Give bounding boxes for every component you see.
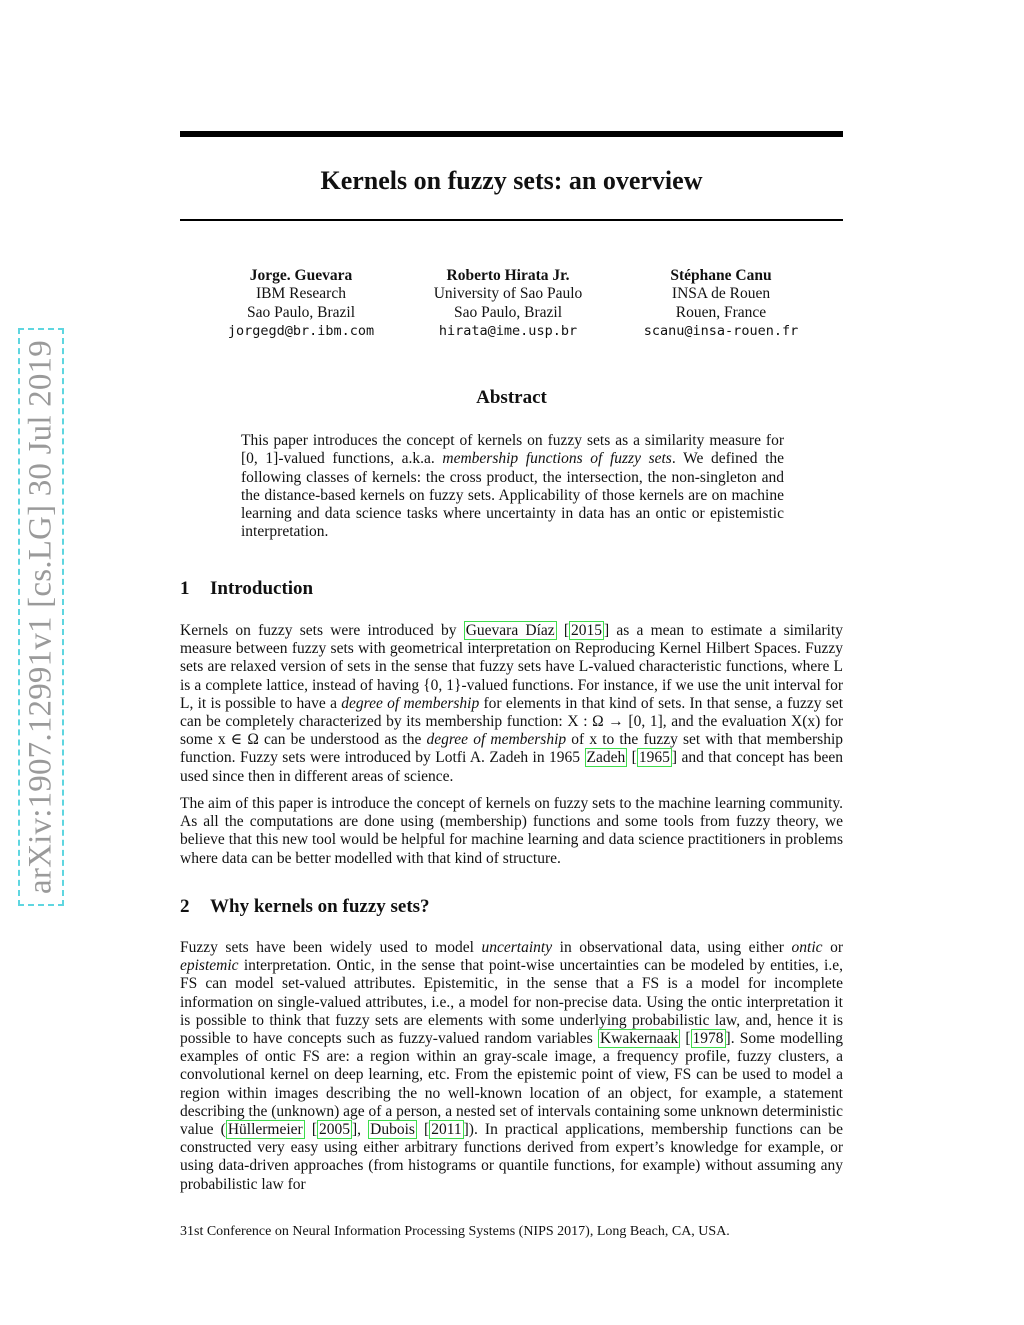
author-block [601,267,841,341]
paper-title: Kernels on fuzzy sets: an overview [320,166,703,195]
author-location: Sao Paulo, Brazil [246,303,356,321]
author-email[interactable]: hirata@ime.usp.br [438,323,578,340]
intro-paragraph-1: Kernels on fuzzy sets were introduced by Guevara Díaz [ 2015 ] as a mean to estimate a similarity measure between fuzzy sets with geometrical interpretation on Reproducing Kernel Hilbert Spaces. Fuzzy sets are relaxed version of sets in the sense that fuzzy sets have L-valued characteristic functions, where L is a complete lattice, instead of having {0, 1}-valued functions. For instance, if we use the unit interval for L, it is possible to have a degree of membership for elements in that kind of sets. In that sense, a fuzzy set can be completely characterized by its membership function: X : Ω → [0, 1], and the evaluation X(x) for some x ∈ Ω can be understood as the degree of membership of x to the fuzzy set with that membership function. Fuzzy sets were introduced by Lotfi A. Zadeh in 1965 Zadeh [ 1965 ] and that concept has been used since then in different areas of science. [180,622,844,785]
conference-footnote: 31st Conference on Neural Information Processing Systems (NIPS 2017), Long Beach, CA, USA. [180,1224,730,1239]
arxiv-identifier-text: arXiv:1907.12991v1 [cs.LG] 30 Jul 2019 [22,340,59,894]
abstract-text: This paper introduces the concept of kernels on fuzzy sets as a similarity measure for [0, 1]-valued functions, a.k.a. membership functions of fuzzy sets. We defined the following classes of kernels: the cross product, the intersection, the non-singleton and the distance-based kernels on fuzzy sets. Applicability of those kernels are on machine learning and data science tasks where uncertainty in data has an ontic or epistemistic interpretation. [241,432,785,541]
author-name: Roberto Hirata Jr. [446,267,570,284]
section-heading-why: 2 Why kernels on fuzzy sets? [180,896,430,917]
author-block [181,267,421,341]
citation-link[interactable]: 1978 [692,1030,724,1048]
abstract-heading: Abstract [476,387,547,408]
citation-link[interactable]: Hüllermeier [227,1121,303,1139]
author-block [388,267,628,341]
section-heading-introduction: 1 Introduction [180,578,314,599]
author-affiliation: INSA de Rouen [671,285,771,303]
citation-link[interactable]: Guevara Díaz [465,622,555,639]
author-name: Jorge. Guevara [249,267,353,284]
author-email[interactable]: scanu@insa-rouen.fr [643,323,799,340]
citation-link[interactable]: 2015 [571,622,603,639]
citation-link[interactable]: Kwakernaak [599,1030,679,1048]
citation-link[interactable]: Zadeh [586,749,626,767]
citation-link[interactable]: 2011 [431,1121,462,1139]
title-rule-top [180,131,843,137]
citation-link[interactable]: 1965 [638,749,670,767]
author-name: Stéphane Canu [670,267,772,284]
author-location: Rouen, France [675,303,767,321]
author-affiliation: IBM Research [256,285,346,303]
author-location: Sao Paulo, Brazil [453,303,563,321]
intro-paragraph-2: The aim of this paper is introduce the concept of kernels on fuzzy sets to the machine learning community. As all the computations are done using (membership) functions and some tools from fuzzy theory, we believe that this new tool would be helpful for machine learning and data science practitioners in problems where data can be better modelled with that kind of structure. [180,795,843,867]
author-email[interactable]: jorgegd@br.ibm.com [227,323,375,340]
title-rule-bottom [180,219,843,221]
citation-link[interactable]: Dubois [370,1121,415,1139]
why-paragraph: Fuzzy sets have been widely used to model uncertainty in observational data, using either ontic or epistemic interpretation. Ontic, in the sense that point-wise uncertainties can be modeled by entities, i.e, FS can model set-valued attributes. Epistemitic, in the sense that a FS is a model for incomplete information on single-valued attributes, i.e., a model for non-precise data. Using the ontic interpretation it is possible to think that fuzzy sets are elements with some underlying probabilistic law, and, hence it is possible to have concepts such as fuzzy-valued random variables Kwakernaak [ 1978 ]. Some modelling examples of ontic FS are: a region within an gray-scale image, a frequency profile, fuzzy clusters, a convolutional kernel on deep learning, etc. From the epistemic point of view, FS can be used to model a region within images describing the no well-known location of an object, for example, a statement describing the (unknown) age of a person, a nested set of intervals containing some unknown deterministic value ( Hüllermeier [ 2005 ], Dubois [ 2011 ]). In practical applications, membership functions can be constructed very easy using either arbitrary functions derived from expert’s knowledge for example, or using data-driven approaches (from histograms or quantile functions, for example) without assuming any probabilistic law for [180,939,843,1193]
author-affiliation: University of Sao Paulo [433,285,583,303]
citation-link[interactable]: 2005 [318,1121,350,1139]
arxiv-identifier [18,328,64,906]
